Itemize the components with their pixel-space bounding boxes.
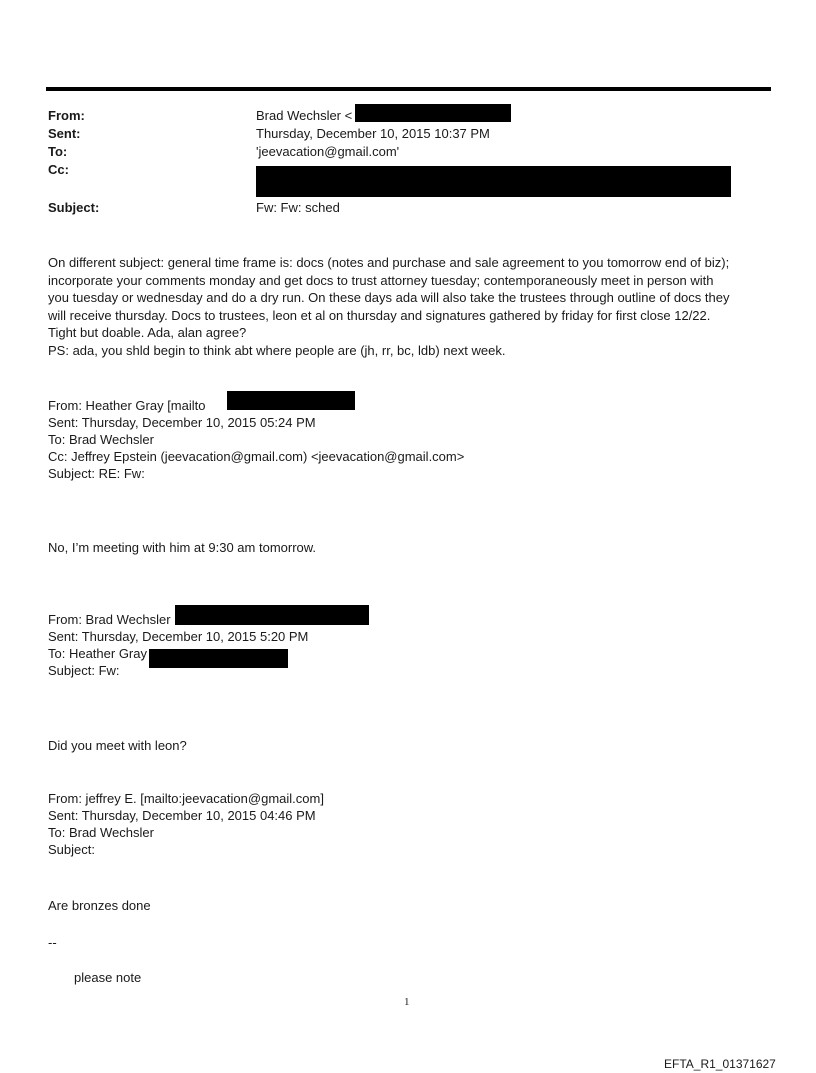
signature-note: please note (74, 970, 142, 985)
body-line: Tight but doable. Ada, alan agree? (48, 325, 247, 340)
subject-label: Subject: (48, 200, 100, 215)
msg1-cc: Cc: Jeffrey Epstein (jeevacation@gmail.com) <jeevacation@gmail.com> (48, 449, 465, 464)
msg2-sent: Sent: Thursday, December 10, 2015 5:20 PM (48, 629, 309, 644)
to-label: To: (48, 144, 68, 159)
body-line: PS: ada, you shld begin to think abt where people are (jh, rr, bc, ldb) next week. (48, 342, 506, 358)
signature-separator: -- (48, 935, 57, 950)
footer-document-id: EFTA_R1_01371627 (664, 1057, 776, 1071)
body-line: incorporate your comments monday and get docs to trust attorney tuesday; contemporaneously meet in person with (48, 272, 714, 288)
msg1-sent: Sent: Thursday, December 10, 2015 05:24 PM (48, 415, 316, 430)
msg3-sent: Sent: Thursday, December 10, 2015 04:46 PM (48, 808, 316, 823)
msg3-subject: Subject: (48, 842, 95, 857)
page-number: 1 (404, 996, 410, 1008)
msg2-from: From: Brad Wechsler (48, 612, 171, 627)
sent-label: Sent: (48, 126, 81, 141)
msg2-body: Did you meet with leon? (48, 738, 187, 753)
cc-label: Cc: (48, 162, 69, 177)
msg3-body: Are bronzes done (48, 898, 151, 913)
msg2-to: To: Heather Gray (48, 646, 147, 661)
redaction-msg1-email (227, 391, 355, 410)
body-line: On different subject: general time frame is: docs (notes and purchase and sale agreement to you tomorrow end of biz); (48, 255, 730, 270)
msg1-from: From: Heather Gray [mailto (48, 398, 206, 413)
msg1-body: No, I’m meeting with him at 9:30 am tomorrow. (48, 540, 317, 555)
redaction-msg2-email (175, 605, 369, 625)
body-line: you tuesday or wednesday and do a dry run. On these days ada will also take the trustees through outline of docs they (48, 290, 730, 305)
msg3-from: From: jeffrey E. [mailto:jeevacation@gmail.com] (48, 791, 324, 806)
redaction-msg2-to (149, 649, 288, 668)
msg3-to: To: Brad Wechsler (48, 825, 154, 840)
subject-value: Fw: Fw: sched (256, 200, 340, 215)
header-rule (46, 87, 771, 91)
msg2-subject: Subject: Fw: (48, 663, 120, 678)
to-value: 'jeevacation@gmail.com' (256, 144, 400, 159)
redaction-from-email (355, 104, 511, 122)
from-label: From: (48, 108, 85, 123)
redaction-cc (256, 166, 731, 197)
body-line: will receive thursday. Docs to trustees, leon et al on thursday and signatures gathered by friday for first close 12/22. (48, 307, 711, 323)
sent-value: Thursday, December 10, 2015 10:37 PM (256, 126, 490, 141)
body-paragraph (48, 254, 770, 359)
msg1-to: To: Brad Wechsler (48, 432, 154, 447)
msg1-subject: Subject: RE: Fw: (48, 466, 145, 481)
from-value: Brad Wechsler < (256, 108, 353, 123)
